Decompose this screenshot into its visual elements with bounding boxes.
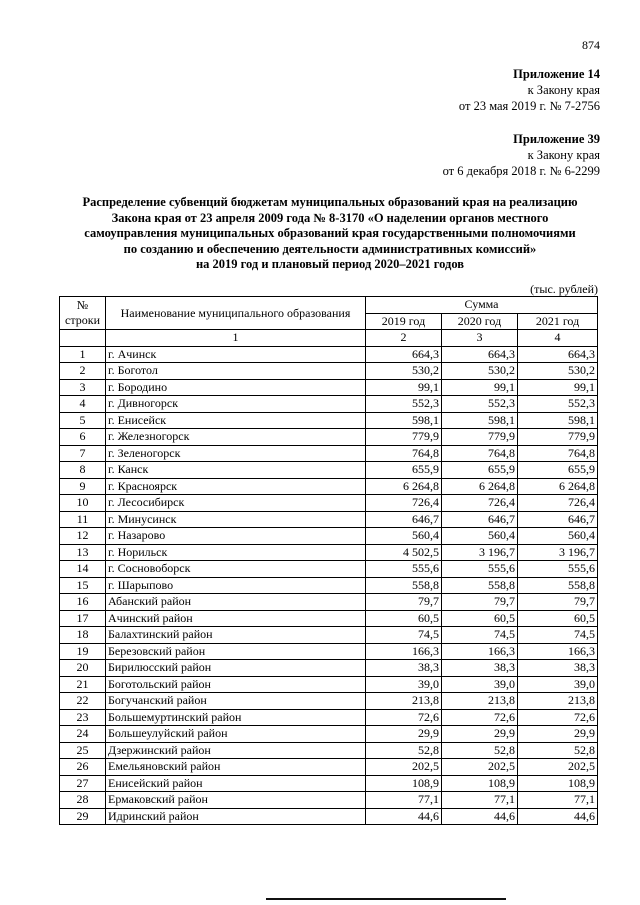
value-2020: 99,1 xyxy=(442,379,518,396)
value-2021: 99,1 xyxy=(518,379,598,396)
row-number: 17 xyxy=(60,610,106,627)
value-2020: 72,6 xyxy=(442,709,518,726)
value-2020: 764,8 xyxy=(442,445,518,462)
row-number: 27 xyxy=(60,775,106,792)
value-2019: 598,1 xyxy=(366,412,442,429)
value-2021: 44,6 xyxy=(518,808,598,825)
value-2020: 52,8 xyxy=(442,742,518,759)
value-2021: 558,8 xyxy=(518,577,598,594)
value-2020: 598,1 xyxy=(442,412,518,429)
value-2021: 74,5 xyxy=(518,627,598,644)
municipality-name: г. Енисейск xyxy=(106,412,366,429)
value-2019: 77,1 xyxy=(366,792,442,809)
municipality-name: Идринский район xyxy=(106,808,366,825)
title-line: по созданию и обеспечению деятельности административных комиссий» xyxy=(123,241,537,256)
row-number: 3 xyxy=(60,379,106,396)
municipality-name: г. Сосновоборск xyxy=(106,561,366,578)
municipality-name: Енисейский район xyxy=(106,775,366,792)
value-2021: 38,3 xyxy=(518,660,598,677)
header-2019: 2019 год xyxy=(366,313,442,330)
value-2019: 108,9 xyxy=(366,775,442,792)
value-2019: 213,8 xyxy=(366,693,442,710)
value-2019: 79,7 xyxy=(366,594,442,611)
value-2019: 38,3 xyxy=(366,660,442,677)
value-2020: 60,5 xyxy=(442,610,518,627)
row-number: 24 xyxy=(60,726,106,743)
value-2019: 39,0 xyxy=(366,676,442,693)
value-2021: 202,5 xyxy=(518,759,598,776)
value-2020: 77,1 xyxy=(442,792,518,809)
value-2019: 99,1 xyxy=(366,379,442,396)
value-2021: 52,8 xyxy=(518,742,598,759)
value-2020: 6 264,8 xyxy=(442,478,518,495)
appendix-39-header xyxy=(443,131,600,179)
value-2020: 655,9 xyxy=(442,462,518,479)
header-2020: 2020 год xyxy=(442,313,518,330)
value-2020: 108,9 xyxy=(442,775,518,792)
document-title xyxy=(50,195,610,273)
value-2020: 664,3 xyxy=(442,346,518,363)
table-row xyxy=(60,412,598,429)
municipality-name: г. Ачинск xyxy=(106,346,366,363)
value-2020: 552,3 xyxy=(442,396,518,413)
municipality-name: г. Дивногорск xyxy=(106,396,366,413)
table-row xyxy=(60,462,598,479)
row-number: 29 xyxy=(60,808,106,825)
value-2021: 213,8 xyxy=(518,693,598,710)
value-2020: 213,8 xyxy=(442,693,518,710)
municipality-name: Абанский район xyxy=(106,594,366,611)
municipality-name: Ачинский район xyxy=(106,610,366,627)
title-line: Распределение субвенций бюджетам муниципальных образований края на реализацию xyxy=(82,195,578,209)
value-2019: 72,6 xyxy=(366,709,442,726)
value-2019: 726,4 xyxy=(366,495,442,512)
value-2019: 655,9 xyxy=(366,462,442,479)
title-line: самоуправления муниципальных образований края государственными полномочиями xyxy=(84,226,576,240)
value-2020: 166,3 xyxy=(442,643,518,660)
municipality-name: г. Канск xyxy=(106,462,366,479)
scan-artifact-line xyxy=(266,898,506,900)
value-2019: 646,7 xyxy=(366,511,442,528)
value-2021: 530,2 xyxy=(518,363,598,380)
value-2020: 79,7 xyxy=(442,594,518,611)
value-2021: 72,6 xyxy=(518,709,598,726)
value-2019: 166,3 xyxy=(366,643,442,660)
value-2021: 655,9 xyxy=(518,462,598,479)
value-2020: 3 196,7 xyxy=(442,544,518,561)
value-2020: 38,3 xyxy=(442,660,518,677)
table-body xyxy=(60,346,598,825)
value-2021: 726,4 xyxy=(518,495,598,512)
row-number: 8 xyxy=(60,462,106,479)
municipality-name: г. Зеленогорск xyxy=(106,445,366,462)
value-2019: 779,9 xyxy=(366,429,442,446)
row-number: 5 xyxy=(60,412,106,429)
municipality-name: Дзержинский район xyxy=(106,742,366,759)
value-2020: 558,8 xyxy=(442,577,518,594)
value-2020: 555,6 xyxy=(442,561,518,578)
row-number: 2 xyxy=(60,363,106,380)
row-number: 13 xyxy=(60,544,106,561)
municipality-name: Большемуртинский район xyxy=(106,709,366,726)
table-row xyxy=(60,775,598,792)
appendix-14-line1: к Закону края xyxy=(527,83,600,97)
table-row xyxy=(60,478,598,495)
value-2021: 552,3 xyxy=(518,396,598,413)
appendix-39-line2: от 6 декабря 2018 г. № 6-2299 xyxy=(442,164,600,178)
municipality-name: г. Норильск xyxy=(106,544,366,561)
table-row xyxy=(60,561,598,578)
value-2020: 779,9 xyxy=(442,429,518,446)
table-row xyxy=(60,544,598,561)
units-label: (тыс. рублей) xyxy=(530,282,598,296)
appendix-14-line2: от 23 мая 2019 г. № 7-2756 xyxy=(458,99,600,113)
row-number: 21 xyxy=(60,676,106,693)
table-row xyxy=(60,759,598,776)
value-2021: 664,3 xyxy=(518,346,598,363)
row-number: 7 xyxy=(60,445,106,462)
municipality-name: г. Назарово xyxy=(106,528,366,545)
value-2020: 44,6 xyxy=(442,808,518,825)
value-2021: 79,7 xyxy=(518,594,598,611)
table-row xyxy=(60,808,598,825)
value-2019: 74,5 xyxy=(366,627,442,644)
value-2019: 530,2 xyxy=(366,363,442,380)
table-row xyxy=(60,676,598,693)
header-2021: 2021 год xyxy=(518,313,598,330)
row-number: 1 xyxy=(60,346,106,363)
municipality-name: г. Железногорск xyxy=(106,429,366,446)
column-number-2: 2 xyxy=(366,330,442,347)
value-2019: 6 264,8 xyxy=(366,478,442,495)
value-2019: 560,4 xyxy=(366,528,442,545)
value-2021: 60,5 xyxy=(518,610,598,627)
value-2019: 764,8 xyxy=(366,445,442,462)
table-row xyxy=(60,577,598,594)
value-2021: 779,9 xyxy=(518,429,598,446)
table-row xyxy=(60,660,598,677)
row-number: 28 xyxy=(60,792,106,809)
header-row-number xyxy=(60,297,106,330)
row-number: 19 xyxy=(60,643,106,660)
row-number: 22 xyxy=(60,693,106,710)
municipality-name: г. Минусинск xyxy=(106,511,366,528)
header-no-symbol: № xyxy=(76,298,89,312)
value-2019: 552,3 xyxy=(366,396,442,413)
table-row xyxy=(60,511,598,528)
value-2021: 29,9 xyxy=(518,726,598,743)
row-number: 18 xyxy=(60,627,106,644)
row-number: 4 xyxy=(60,396,106,413)
table-row xyxy=(60,594,598,611)
municipality-name: г. Красноярск xyxy=(106,478,366,495)
table-row xyxy=(60,396,598,413)
value-2021: 39,0 xyxy=(518,676,598,693)
value-2021: 598,1 xyxy=(518,412,598,429)
value-2020: 530,2 xyxy=(442,363,518,380)
title-line: Закона края от 23 апреля 2009 года № 8-3170 «О наделении органов местного xyxy=(111,210,549,225)
municipality-name: Большеулуйский район xyxy=(106,726,366,743)
municipality-name: г. Шарыпово xyxy=(106,577,366,594)
municipality-name: г. Бородино xyxy=(106,379,366,396)
appendix-14-title: Приложение 14 xyxy=(513,67,600,81)
row-number: 26 xyxy=(60,759,106,776)
table-row xyxy=(60,643,598,660)
municipality-name: г. Боготол xyxy=(106,363,366,380)
header-sum: Сумма xyxy=(366,297,598,314)
row-number: 9 xyxy=(60,478,106,495)
table-row xyxy=(60,429,598,446)
subventions-table xyxy=(59,296,598,825)
table-row xyxy=(60,445,598,462)
title-line: на 2019 год и плановый период 2020–2021 годов xyxy=(195,257,465,271)
table-row xyxy=(60,528,598,545)
row-number: 23 xyxy=(60,709,106,726)
appendix-14-header xyxy=(459,66,600,114)
table-row xyxy=(60,742,598,759)
row-number: 12 xyxy=(60,528,106,545)
value-2019: 555,6 xyxy=(366,561,442,578)
row-number: 20 xyxy=(60,660,106,677)
value-2019: 558,8 xyxy=(366,577,442,594)
appendix-39-title: Приложение 39 xyxy=(513,132,600,146)
value-2020: 202,5 xyxy=(442,759,518,776)
column-number-1: 1 xyxy=(106,330,366,347)
row-number: 16 xyxy=(60,594,106,611)
column-number-3: 3 xyxy=(442,330,518,347)
value-2021: 108,9 xyxy=(518,775,598,792)
municipality-name: г. Лесосибирск xyxy=(106,495,366,512)
value-2021: 6 264,8 xyxy=(518,478,598,495)
value-2019: 202,5 xyxy=(366,759,442,776)
municipality-name: Балахтинский район xyxy=(106,627,366,644)
table-row xyxy=(60,693,598,710)
value-2021: 764,8 xyxy=(518,445,598,462)
row-number: 10 xyxy=(60,495,106,512)
value-2021: 3 196,7 xyxy=(518,544,598,561)
municipality-name: Ермаковский район xyxy=(106,792,366,809)
header-no-word: строки xyxy=(65,313,100,327)
value-2020: 726,4 xyxy=(442,495,518,512)
municipality-name: Боготольский район xyxy=(106,676,366,693)
value-2021: 166,3 xyxy=(518,643,598,660)
row-number: 11 xyxy=(60,511,106,528)
value-2021: 646,7 xyxy=(518,511,598,528)
value-2020: 39,0 xyxy=(442,676,518,693)
municipality-name: Емельяновский район xyxy=(106,759,366,776)
appendix-39-line1: к Закону края xyxy=(527,148,600,162)
table-row xyxy=(60,346,598,363)
municipality-name: Богучанский район xyxy=(106,693,366,710)
row-number: 15 xyxy=(60,577,106,594)
column-number-4: 4 xyxy=(518,330,598,347)
value-2019: 4 502,5 xyxy=(366,544,442,561)
table-row xyxy=(60,363,598,380)
value-2021: 77,1 xyxy=(518,792,598,809)
value-2019: 664,3 xyxy=(366,346,442,363)
table-row xyxy=(60,726,598,743)
municipality-name: Бирилюсский район xyxy=(106,660,366,677)
value-2019: 52,8 xyxy=(366,742,442,759)
value-2021: 555,6 xyxy=(518,561,598,578)
value-2020: 646,7 xyxy=(442,511,518,528)
table-row xyxy=(60,495,598,512)
table-row xyxy=(60,379,598,396)
table-row xyxy=(60,627,598,644)
header-name: Наименование муниципального образования xyxy=(106,297,366,330)
value-2019: 60,5 xyxy=(366,610,442,627)
value-2020: 560,4 xyxy=(442,528,518,545)
value-2020: 29,9 xyxy=(442,726,518,743)
row-number: 14 xyxy=(60,561,106,578)
row-number: 6 xyxy=(60,429,106,446)
municipality-name: Березовский район xyxy=(106,643,366,660)
row-number: 25 xyxy=(60,742,106,759)
table-row xyxy=(60,792,598,809)
page-number: 874 xyxy=(582,38,600,52)
table-row xyxy=(60,610,598,627)
table-row xyxy=(60,709,598,726)
column-number-empty xyxy=(60,330,106,347)
value-2021: 560,4 xyxy=(518,528,598,545)
value-2020: 74,5 xyxy=(442,627,518,644)
value-2019: 44,6 xyxy=(366,808,442,825)
value-2019: 29,9 xyxy=(366,726,442,743)
